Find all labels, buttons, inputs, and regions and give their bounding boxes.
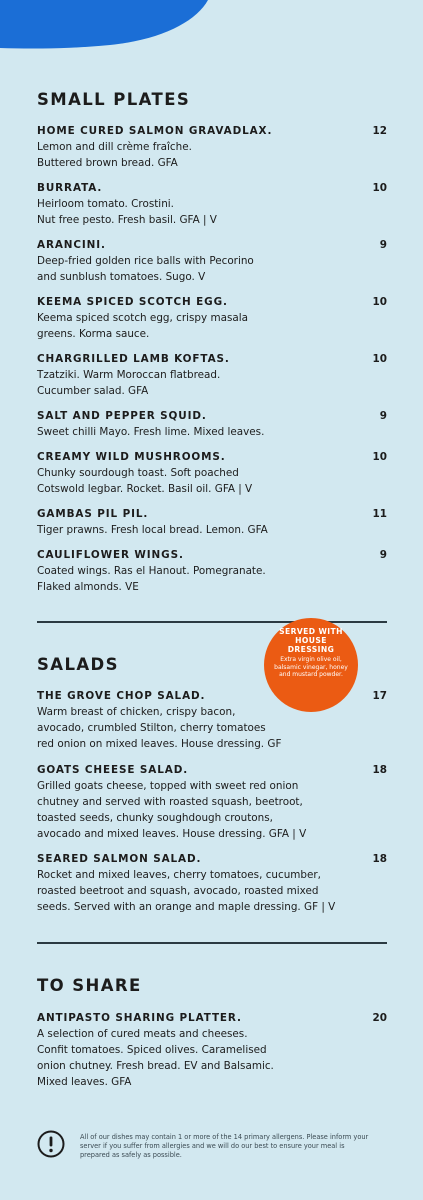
- item-description: Tzatziki. Warm Moroccan flatbread. Cucumber salad. GFA: [37, 369, 221, 397]
- top-wave-decoration: [0, 0, 423, 60]
- menu-item: [37, 763, 387, 842]
- badge-description: Extra virgin olive oil, balsamic vinegar, honey and mustard powder.: [274, 656, 348, 678]
- item-description: A selection of cured meats and cheeses. Confit tomatoes. Spiced olives. Caramelised onion chutney. Fresh bread. EV and Balsamic. Mixed leaves. GFA: [37, 1028, 274, 1088]
- item-price: 17: [372, 690, 387, 702]
- menu-item: [37, 124, 387, 171]
- section-title-small-plates: SMALL PLATES: [37, 90, 191, 109]
- item-price: 9: [379, 410, 387, 422]
- item-name: SALT AND PEPPER SQUID.: [37, 410, 207, 422]
- item-name: BURRATA.: [37, 182, 103, 194]
- menu-item: [37, 1011, 387, 1090]
- item-price: 10: [372, 451, 387, 463]
- item-price: 10: [372, 296, 387, 308]
- item-description: Keema spiced scotch egg, crispy masala greens. Korma sauce.: [37, 312, 248, 340]
- menu-item: [37, 352, 387, 399]
- menu-item: [37, 450, 387, 497]
- section-title-to-share: TO SHARE: [37, 976, 142, 995]
- item-price: 9: [379, 549, 387, 561]
- section-title-salads: SALADS: [37, 655, 119, 674]
- item-name: GOATS CHEESE SALAD.: [37, 764, 189, 776]
- menu-item: [37, 548, 387, 595]
- item-price: 10: [372, 353, 387, 365]
- item-price: 20: [372, 1012, 387, 1024]
- item-name: CAULIFLOWER WINGS.: [37, 549, 184, 561]
- item-name: SEARED SALMON SALAD.: [37, 853, 202, 865]
- small-plates-section: [37, 90, 387, 110]
- section-divider: [37, 621, 387, 623]
- menu-item: [37, 409, 387, 440]
- item-description: Sweet chilli Mayo. Fresh lime. Mixed leaves.: [37, 426, 265, 438]
- item-description: Rocket and mixed leaves, cherry tomatoes, cucumber, roasted beetroot and squash, avocado, roasted mixed seeds. Served with an orange and maple dressing. GF | V: [37, 869, 336, 913]
- item-description: Coated wings. Ras el Hanout. Pomegranate. Flaked almonds. VE: [37, 565, 266, 593]
- item-name: CHARGRILLED LAMB KOFTAS.: [37, 353, 230, 365]
- item-price: 18: [372, 853, 387, 865]
- item-description: Grilled goats cheese, topped with sweet red onion chutney and served with roasted squash, beetroot, toasted seeds, chunky soughdough croutons, avocado and mixed leaves. House dressing. GFA | V: [37, 780, 307, 840]
- to-share-section: [37, 976, 387, 996]
- item-description: Lemon and dill crème fraîche. Buttered brown bread. GFA: [37, 141, 192, 169]
- item-name: HOME CURED SALMON GRAVADLAX.: [37, 125, 273, 137]
- item-name: GAMBAS PIL PIL.: [37, 508, 149, 520]
- item-price: 12: [372, 125, 387, 137]
- item-description: Heirloom tomato. Crostini. Nut free pesto. Fresh basil. GFA | V: [37, 198, 217, 226]
- item-name: ANTIPASTO SHARING PLATTER.: [37, 1012, 242, 1024]
- item-description: Deep-fried golden rice balls with Pecorino and sunblush tomatoes. Sugo. V: [37, 255, 254, 283]
- item-name: ARANCINI.: [37, 239, 106, 251]
- menu-item: [37, 238, 387, 285]
- menu-item: [37, 852, 387, 915]
- item-description: Chunky sourdough toast. Soft poached Cotswold legbar. Rocket. Basil oil. GFA | V: [37, 467, 253, 495]
- item-price: 11: [372, 508, 387, 520]
- item-description: Tiger prawns. Fresh local bread. Lemon. GFA: [37, 524, 268, 536]
- badge-title: SERVED WITH HOUSE DRESSING: [279, 627, 343, 654]
- item-description: Warm breast of chicken, crispy bacon, avocado, crumbled Stilton, cherry tomatoes red onion on mixed leaves. House dressing. GF: [37, 706, 282, 750]
- menu-item: [37, 181, 387, 228]
- item-name: CREAMY WILD MUSHROOMS.: [37, 451, 226, 463]
- item-name: KEEMA SPICED SCOTCH EGG.: [37, 296, 228, 308]
- allergen-note: All of our dishes may contain 1 or more of the 14 primary allergens. Please inform your server if you suffer from allergies and we will do our best to ensure your meal is prepared as safely as possible.: [80, 1133, 369, 1159]
- menu-item: [37, 295, 387, 342]
- menu-item: [37, 507, 387, 538]
- menu-item: [37, 689, 387, 752]
- item-price: 9: [379, 239, 387, 251]
- item-name: THE GROVE CHOP SALAD.: [37, 690, 206, 702]
- exclamation-circle-icon: [37, 1130, 65, 1158]
- item-price: 18: [372, 764, 387, 776]
- item-price: 10: [372, 182, 387, 194]
- section-divider: [37, 942, 387, 944]
